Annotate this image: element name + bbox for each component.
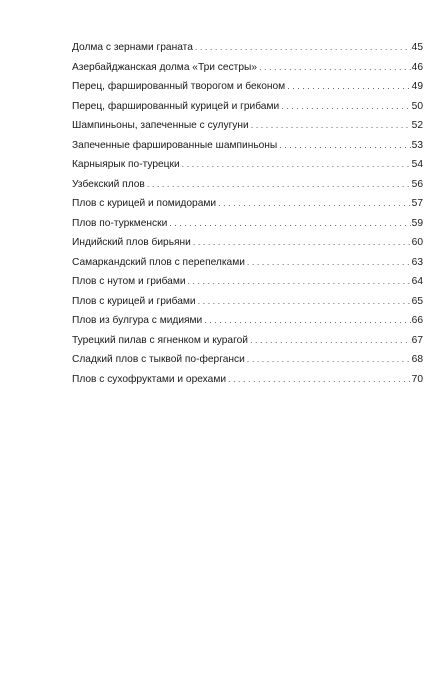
- toc-entry: [72, 136, 423, 156]
- toc-dot-leader: [169, 214, 410, 234]
- toc-entry-page: 64: [411, 276, 423, 287]
- toc-entry-page: 53: [411, 139, 423, 151]
- toc-entry-page: 46: [411, 61, 423, 73]
- toc-dot-leader: [251, 116, 411, 136]
- toc-entry-page: 59: [411, 217, 423, 229]
- toc-entry-title: Шампиньоны, запеченные с сулугуни: [72, 120, 249, 131]
- toc-dot-leader: [259, 58, 411, 78]
- toc-dot-leader: [182, 155, 411, 175]
- toc-entry: [72, 311, 423, 331]
- toc-entry: [72, 350, 423, 370]
- toc-entry: [72, 233, 423, 253]
- toc-dot-leader: [247, 253, 411, 273]
- toc-entry-page: 67: [411, 334, 423, 346]
- toc-entry-page: 63: [411, 256, 423, 268]
- toc-entry-title: Долма с зернами граната: [72, 42, 193, 53]
- toc-entry-title: Плов с сухофруктами и орехами: [72, 373, 227, 385]
- toc-entry-page: 57: [411, 198, 423, 209]
- toc-dot-leader: [247, 350, 411, 370]
- toc-entry: [72, 331, 423, 351]
- toc-entry-title: Узбекский плов: [72, 178, 145, 190]
- toc-entry: [72, 38, 423, 58]
- toc-entry: [72, 214, 423, 234]
- toc-entry-page: 66: [411, 315, 423, 326]
- toc-dot-leader: [147, 175, 411, 195]
- toc-entry-title: Турецкий пилав с ягненком и курагой: [72, 334, 248, 346]
- toc-entry-title: Карныярык по-турецки: [72, 159, 180, 170]
- toc-dot-leader: [287, 77, 410, 97]
- toc-dot-leader: [218, 194, 411, 214]
- toc-entry: [72, 253, 423, 273]
- toc-entry: [72, 272, 423, 292]
- toc-entry: [72, 175, 423, 195]
- toc-entry-page: 68: [411, 354, 423, 365]
- toc-entry: [72, 116, 423, 136]
- toc-dot-leader: [250, 331, 411, 351]
- toc-entry-title: Перец, фаршированный творогом и беконом: [72, 81, 286, 92]
- toc-dot-leader: [228, 370, 411, 390]
- toc-entry-page: 52: [411, 120, 423, 131]
- toc-dot-leader: [193, 233, 411, 253]
- toc-entry-title: Азербайджанская долма «Три сестры»: [72, 61, 257, 73]
- toc-dot-leader: [204, 311, 410, 331]
- toc-entry-title: Плов из булгура с мидиями: [72, 315, 203, 326]
- toc-entry: [72, 58, 423, 78]
- toc-entry: [72, 77, 423, 97]
- toc-entry: [72, 292, 423, 312]
- toc-entry-page: 56: [411, 178, 423, 190]
- toc-dot-leader: [188, 272, 411, 292]
- toc-entry-title: Индийский плов бирьяни: [72, 237, 191, 248]
- toc-entry-page: 49: [411, 81, 423, 92]
- toc-entry: [72, 194, 423, 214]
- toc-dot-leader: [279, 136, 410, 156]
- toc-entry-page: 50: [411, 100, 423, 112]
- toc-entry-page: 45: [411, 42, 423, 53]
- toc-dot-leader: [198, 292, 411, 312]
- table-of-contents: [72, 38, 423, 389]
- toc-entry: [72, 370, 423, 390]
- toc-entry-title: Перец, фаршированный курицей и грибами: [72, 100, 280, 112]
- toc-entry-title: Плов с курицей и помидорами: [72, 198, 217, 209]
- toc-entry-page: 60: [411, 237, 423, 248]
- toc-entry-page: 70: [411, 373, 423, 385]
- toc-entry-page: 65: [411, 295, 423, 307]
- toc-entry-title: Самаркандский плов с перепелками: [72, 256, 245, 268]
- toc-entry-title: Сладкий плов с тыквой по-ферганси: [72, 354, 245, 365]
- toc-entry-title: Запеченные фаршированные шампиньоны: [72, 139, 278, 151]
- toc-entry-title: Плов с нутом и грибами: [72, 276, 186, 287]
- toc-entry: [72, 155, 423, 175]
- toc-dot-leader: [195, 38, 411, 58]
- toc-entry-title: Плов по-туркменски: [72, 217, 168, 229]
- toc-entry-title: Плов с курицей и грибами: [72, 295, 196, 307]
- toc-entry: [72, 97, 423, 117]
- toc-entry-page: 54: [411, 159, 423, 170]
- toc-dot-leader: [281, 97, 411, 117]
